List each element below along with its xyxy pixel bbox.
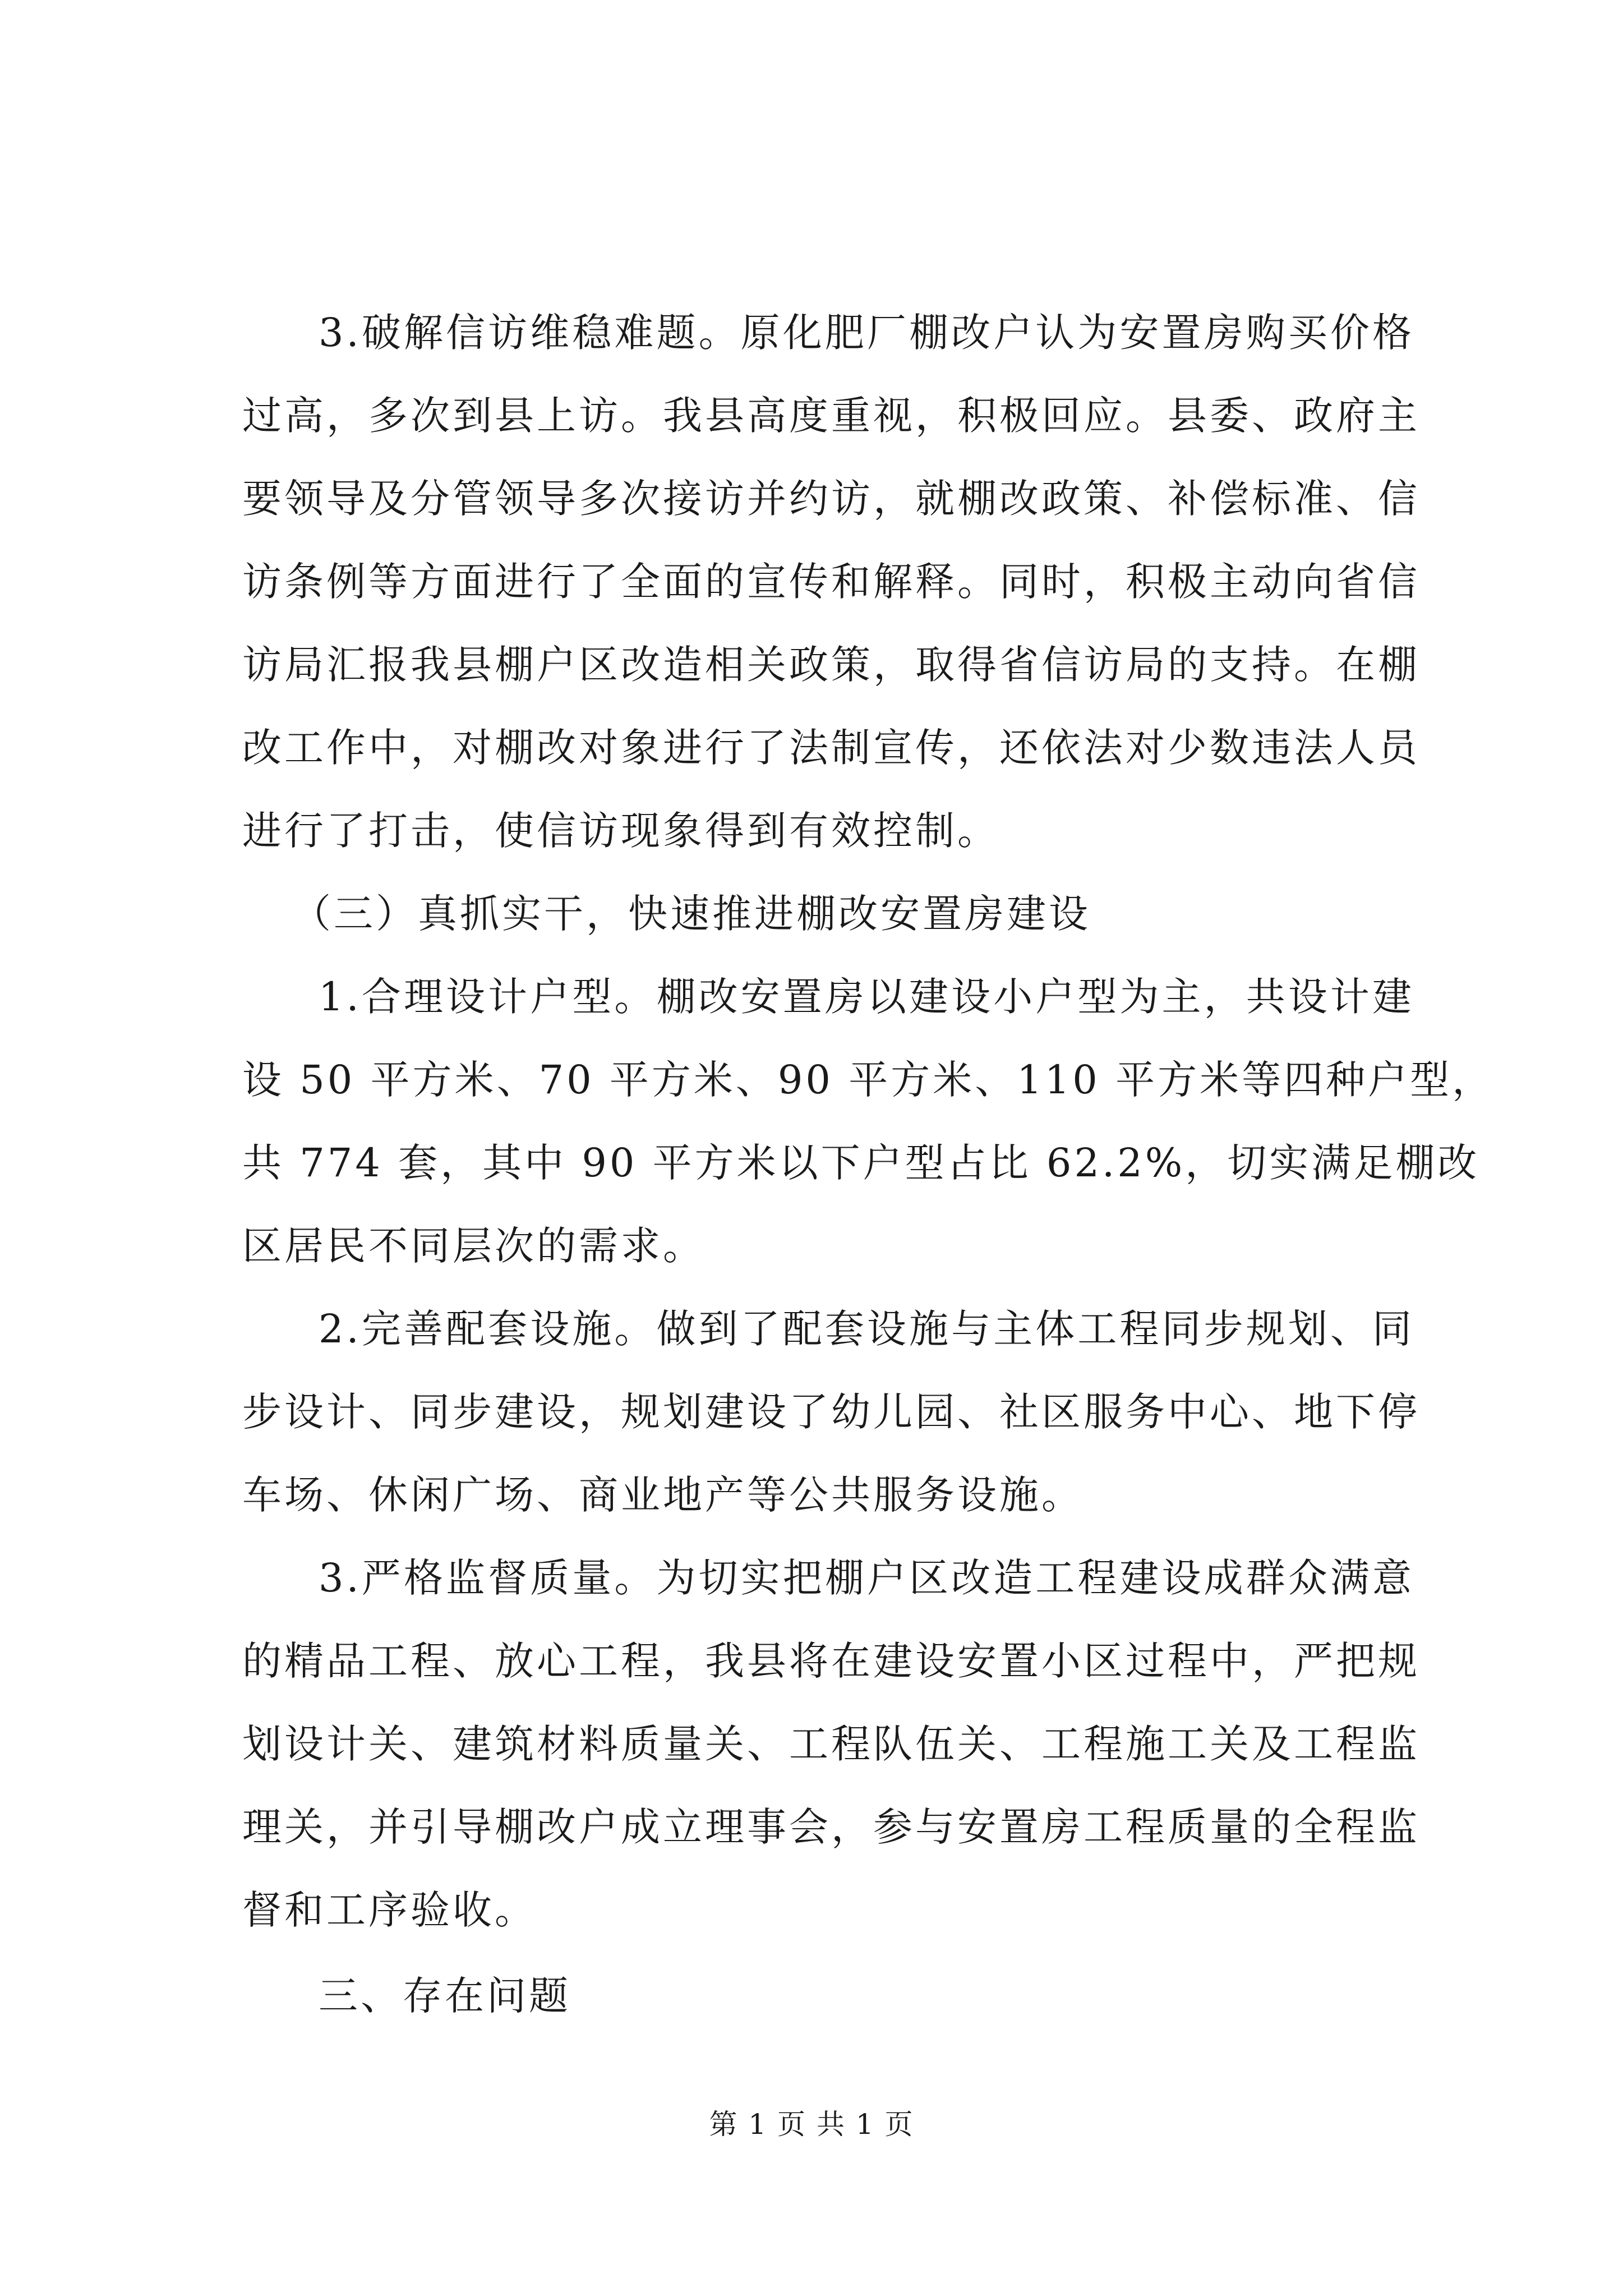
paragraph-1-line-1: 3.破解信访维稳难题。原化肥厂棚改户认为安置房购买价格: [319, 310, 1414, 356]
paragraph-4-line-4: 理关，并引导棚改户成立理事会，参与安置房工程质量的全程监: [242, 1804, 1420, 1850]
paragraph-1-line-2: 过高，多次到县上访。我县高度重视，积极回应。县委、政府主: [242, 393, 1420, 439]
paragraph-4-line-1: 3.严格监督质量。为切实把棚户区改造工程建设成群众满意: [319, 1555, 1414, 1601]
paragraph-2-line-2: 设 50 平方米、70 平方米、90 平方米、110 平方米等四种户型，: [242, 1057, 1495, 1103]
section-heading-3: （三）真抓实干，快速推进棚改安置房建设: [292, 891, 1091, 937]
paragraph-1-line-3: 要领导及分管领导多次接访并约访，就棚改政策、补偿标准、信: [242, 476, 1420, 522]
paragraph-4-line-2: 的精品工程、放心工程，我县将在建设安置小区过程中，严把规: [242, 1638, 1420, 1684]
paragraph-2-line-3: 共 774 套，其中 90 平方米以下户型占比 62.2%，切实满足棚改: [242, 1140, 1480, 1186]
paragraph-4-line-5: 督和工序验收。: [242, 1887, 537, 1933]
paragraph-1-line-6: 改工作中，对棚改对象进行了法制宣传，还依法对少数违法人员: [242, 725, 1420, 771]
paragraph-3-line-1: 2.完善配套设施。做到了配套设施与主体工程同步规划、同: [319, 1306, 1414, 1352]
page-footer: 第 1 页 共 1 页: [709, 2108, 914, 2141]
paragraph-2-line-4: 区居民不同层次的需求。: [242, 1223, 705, 1269]
section-heading-problems: 三、存在问题: [319, 1973, 571, 2019]
paragraph-3-line-3: 车场、休闲广场、商业地产等公共服务设施。: [242, 1472, 1083, 1518]
paragraph-1-line-5: 访局汇报我县棚户区改造相关政策，取得省信访局的支持。在棚: [242, 642, 1420, 688]
paragraph-1-line-4: 访条例等方面进行了全面的宣传和解释。同时，积极主动向省信: [242, 559, 1420, 605]
paragraph-1-line-7: 进行了打击，使信访现象得到有效控制。: [242, 808, 999, 854]
paragraph-3-line-2: 步设计、同步建设，规划建设了幼儿园、社区服务中心、地下停: [242, 1389, 1420, 1435]
paragraph-2-line-1: 1.合理设计户型。棚改安置房以建设小户型为主，共设计建: [319, 974, 1414, 1020]
paragraph-4-line-3: 划设计关、建筑材料质量关、工程队伍关、工程施工关及工程监: [242, 1721, 1420, 1767]
